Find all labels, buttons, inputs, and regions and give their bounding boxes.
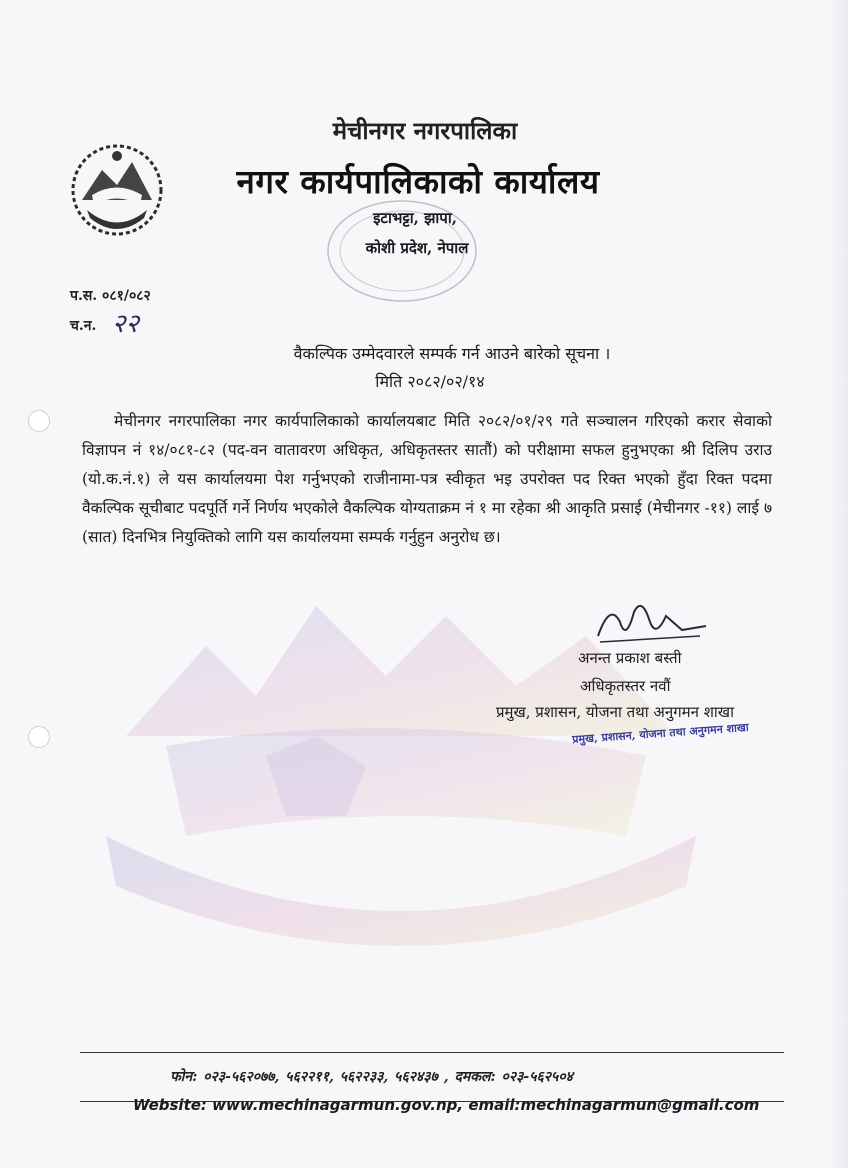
nepal-emblem-icon (62, 140, 172, 240)
notice-body: मेचीनगर नगरपालिका नगर कार्यपालिकाको कार्यालयबाट मिति २०८२/०१/२९ गते सञ्चालन गरिएको करार सेवाको विज्ञापन नं १४/०८१-८२ (पद-वन वातावरण अधिकृत, अधिकृतस्तर सातौं) को परीक्षामा सफल हुनुभएका श्री दिलिप उराउ (यो.क.नं.१) ले यस कार्यालयमा पेश गर्नुभएको राजीनामा-पत्र स्वीकृत भइ उपरोक्त पद रिक्त भएको हुँदा रिक्त पदमा वैकल्पिक सूचीबाट पदपूर्ति गर्ने निर्णय भएकोले वैकल्पिक योग्यताक्रम नं १ मा रहेका श्री आकृति प्रसाई (मेचीनगर -११) लाई ७ (सात) दिनभित्र नियुक्तिको लागि यस कार्यालयमा सम्पर्क गर्नुहुन अनुरोध छ। (82, 412, 772, 546)
dispatch-number: २२ (112, 309, 140, 339)
footer-website: Website: www.mechinagarmun.gov.np, email:mechinagarmun@gmail.com (133, 1096, 760, 1114)
signatory-title: अधिकृतस्तर नवौं (580, 677, 671, 695)
municipality-name: मेचीनगर नगरपालिका (332, 116, 518, 145)
address-line-1: इटाभट्टा, झापा, (373, 209, 457, 227)
fiscal-year-ref: प.स. ०८१/०८२ (70, 288, 151, 304)
notice-subject: वैकल्पिक उम्मेदवारले सम्पर्क गर्न आउने बारेको सूचना । (293, 344, 611, 363)
signatory-department: प्रमुख, प्रशासन, योजना तथा अनुगमन शाखा (496, 703, 734, 721)
punch-hole (28, 726, 50, 748)
footer-contact: फोन: ०२३-५६२०७७, ५६२२११, ५६२२३३, ५६२४३७ , दमकल: ०२३-५६२५०४ (170, 1069, 573, 1085)
dispatch-label: च.न. (70, 318, 97, 334)
address-line-2: कोशी प्रदेश, नेपाल (365, 239, 469, 257)
scan-edge (828, 0, 848, 1168)
punch-hole (28, 410, 50, 432)
department-stamp: प्रमुख, प्रशासन, योजना तथा अनुगमन शाखा (571, 720, 750, 747)
signatory-name: अनन्त प्रकाश बस्ती (578, 649, 682, 667)
signature-icon (590, 592, 710, 648)
footer-divider (80, 1052, 784, 1053)
notice-date: मिति २०८२/०२/१४ (375, 372, 485, 391)
office-name: नगर कार्यपालिकाको कार्यालय (236, 162, 600, 201)
